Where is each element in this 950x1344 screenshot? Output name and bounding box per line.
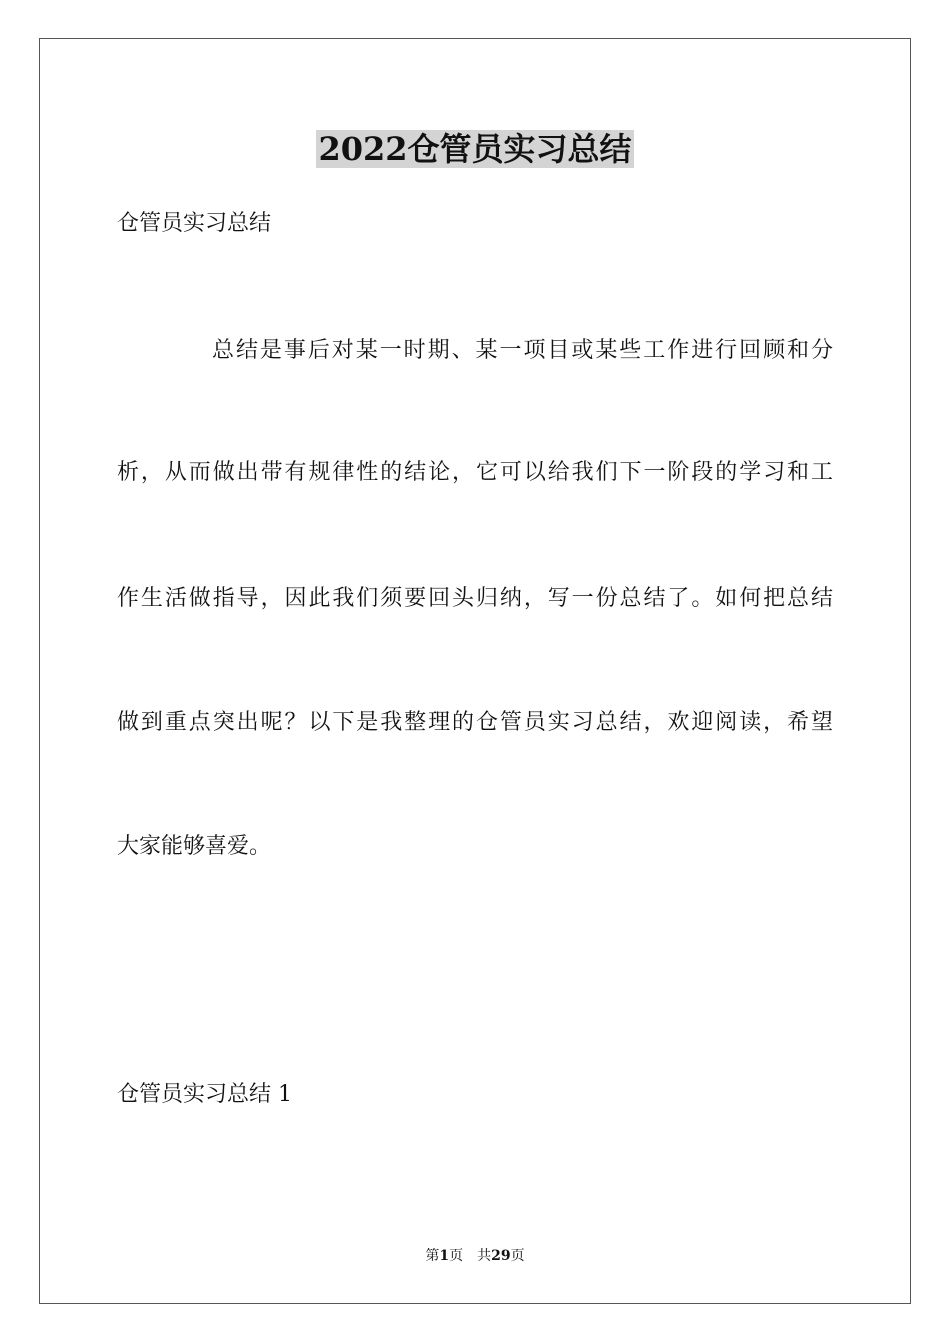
footer-page-prefix: 第 [425,1248,440,1264]
section-heading: 仓管员实习总结 1 [117,1082,292,1107]
document-title [0,128,950,170]
intro-line-4: 做到重点突出呢？以下是我整理的仓管员实习总结，欢迎阅读，希望 [117,710,833,735]
footer-total-suffix: 页 [510,1248,525,1264]
page-footer [0,1246,950,1266]
footer-page-total: 29 [491,1248,511,1264]
footer-page-current: 1 [439,1248,450,1264]
document-subtitle: 仓管员实习总结 [117,211,272,236]
intro-line-1: 总结是事后对某一时期、某一项目或某些工作进行回顾和分 [212,338,833,363]
footer-total-prefix: 共 [477,1248,492,1264]
document-title-text: 2022仓管员实习总结 [318,130,632,168]
intro-line-3: 作生活做指导，因此我们须要回头归纳，写一份总结了。如何把总结 [117,586,833,611]
intro-line-5: 大家能够喜爱。 [117,834,272,859]
intro-line-2: 析，从而做出带有规律性的结论，它可以给我们下一阶段的学习和工 [117,460,833,485]
footer-page-mid: 页 [449,1248,464,1264]
